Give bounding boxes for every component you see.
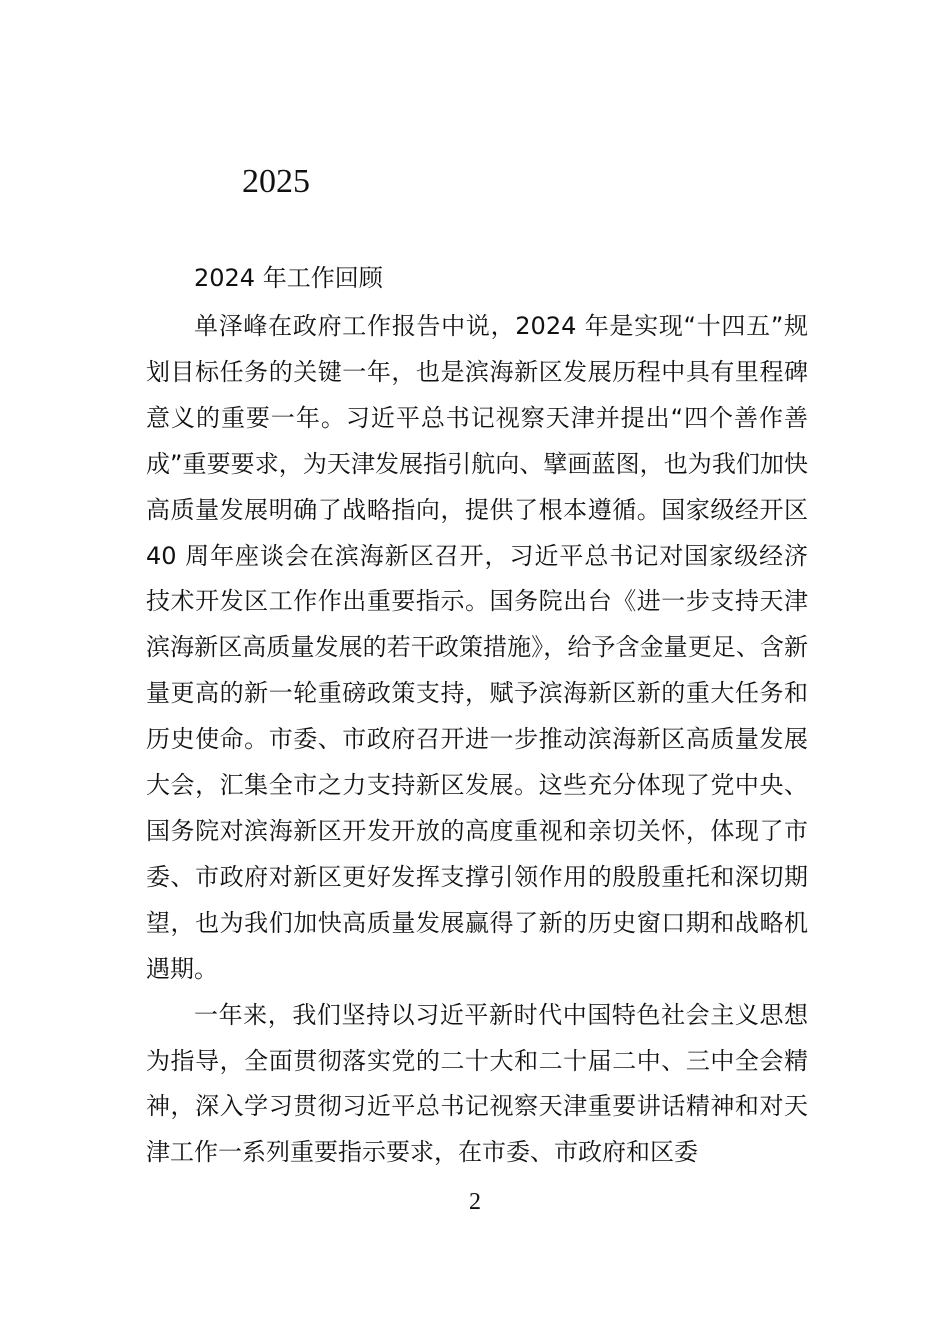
year-heading: 2025 — [242, 163, 310, 200]
section-title: 2024 年工作回顾 — [194, 264, 383, 292]
page-number: 2 — [469, 1189, 481, 1215]
body-text — [146, 304, 808, 1176]
paragraph: 单泽峰在政府工作报告中说，2024 年是实现“十四五”规划目标任务的关键一年，也是滨海新区发展历程中具有里程碑意义的重要一年。习近平总书记视察天津并提出“四个善作善成”重要要求，为天津发展指引航向、擘画蓝图，也为我们加快高质量发展明确了战略指向，提供了根本遵循。国家级经开区 40 周年座谈会在滨海新区召开，习近平总书记对国家级经济技术开发区工作作出重要指示。国务院出台《进一步支持天津滨海新区高质量发展的若干政策措施》，给予含金量更足、含新量更高的新一轮重磅政策支持，赋予滨海新区新的重大任务和历史使命。市委、市政府召开进一步推动滨海新区高质量发展大会，汇集全市之力支持新区发展。这些充分体现了党中央、国务院对滨海新区开发开放的高度重视和亲切关怀，体现了市委、市政府对新区更好发挥支撑引领作用的殷殷重托和深切期望，也为我们加快高质量发展赢得了新的历史窗口期和战略机遇期。 — [146, 312, 808, 983]
paragraph: 一年来，我们坚持以习近平新时代中国特色社会主义思想为指导，全面贯彻落实党的二十大和二十届二中、三中全会精神，深入学习贯彻习近平总书记视察天津重要讲话精神和对天津工作一系列重要指示要求，在市委、市政府和区委 — [146, 1000, 808, 1167]
